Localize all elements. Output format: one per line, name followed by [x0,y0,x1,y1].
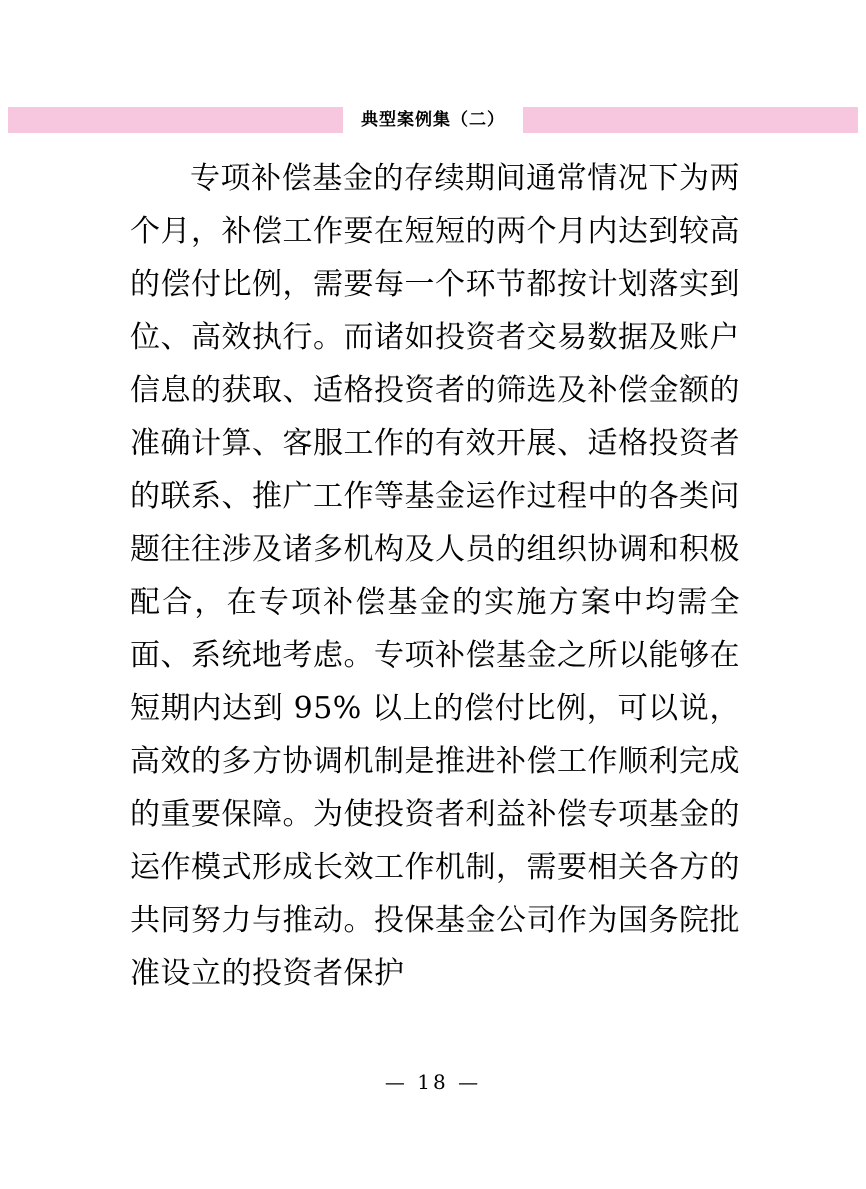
header-band-right [523,107,858,133]
body-text [130,152,740,1000]
page-number: — 18 — [384,1070,482,1094]
header-title: 典型案例集（二） [343,107,523,133]
paragraph-1: 专项补偿基金的存续期间通常情况下为两个月，补偿工作要在短短的两个月内达到较高的偿付比例，需要每一个环节都按计划落实到位、高效执行。而诸如投资者交易数据及账户信息的获取、适格投资者的筛选及补偿金额的准确计算、客服工作的有效开展、适格投资者的联系、推广工作等基金运作过程中的各类问题往往涉及诸多机构及人员的组织协调和积极配合，在专项补偿基金的实施方案中均需全面、系统地考虑。专项补偿基金之所以能够在短期内达到 95% 以上的偿付比例，可以说，高效的多方协调机制是推进补偿工作顺利完成的重要保障。为使投资者利益补偿专项基金的运作模式形成长效工作机制，需要相关各方的共同努力与推动。投保基金公司作为国务院批准设立的投资者保护 [130,161,740,991]
running-head [8,106,858,134]
page-footer [0,1070,866,1094]
header-band-left [8,107,343,133]
